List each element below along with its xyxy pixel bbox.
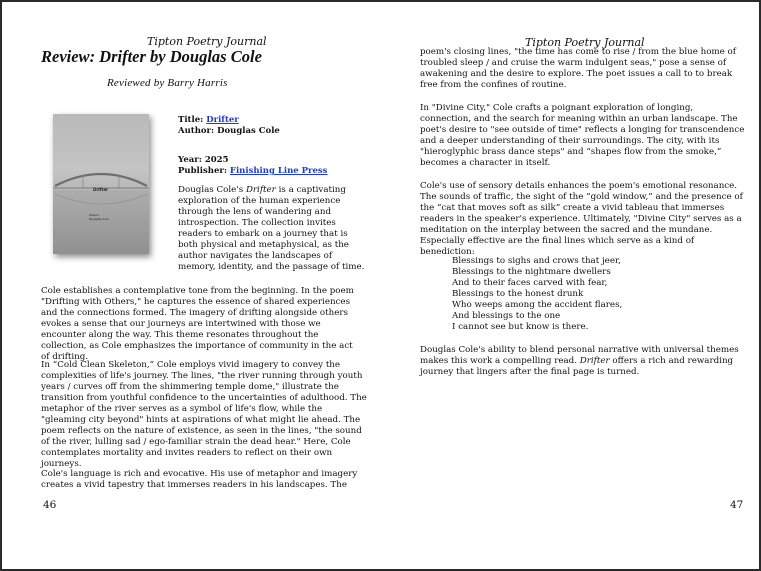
body-paragraph: In "Divine City," Cole crafts a poignant exploration of longing, connection, and the search for meaning within an urban landscape. The poet's desire to "see outside of time" reflects a longing for transcendence and a deeper understanding of their surroundings. The city, with its "hieroglyphic brass dance steps" and “shapes flow from the smoke,” becomes a character in itself. bbox=[420, 103, 745, 168]
cover-title: Drifter bbox=[93, 187, 109, 192]
book-author-line: Author: Douglas Cole bbox=[178, 126, 280, 136]
publisher-link[interactable]: Finishing Line Press bbox=[229, 166, 328, 176]
body-paragraph: Cole's language is rich and evocative. His use of metaphor and imagery creates a vivid tapestry that immerses readers in his landscapes. The bbox=[41, 469, 358, 490]
running-header: Tipton Poetry Journal bbox=[147, 35, 267, 48]
poem-line: And blessings to the one bbox=[452, 311, 561, 321]
body-paragraph: In “Cold Clean Skeleton,” Cole employs vivid imagery to convey the complexities of life's journey. The lines, "the river running through youth years / curves off from the shimmering temple dome," illustrate the transition from youthful confidence to the uncertainties of adulthood. The metaphor of the river serves as a symbol of life's flow, while the "gleaming city beyond" hints at aspirations of what might lie ahead. The poem reflects on the nature of existence, as seen in the lines, "the sound of the river, lulling sad / ego-familiar strain the dead hear." Here, Cole contemplates mortality and invites readers to reflect on their own journeys. bbox=[41, 360, 367, 469]
body-paragraph: Cole establishes a contemplative tone from the beginning. In the poem "Drifting with Others," he captures the essence of shared experiences and the connections formed. The imagery of drifting alongside others evokes a sense that our journeys are intertwined with those we encounter along the way. This theme resonates throughout the collection, as Cole emphasizes the importance of community in the act of drifting. bbox=[41, 286, 354, 362]
right-page bbox=[382, 2, 761, 569]
poem-line: And to their faces carved with fear, bbox=[452, 278, 608, 288]
poem-line: Who weeps among the accident flares, bbox=[452, 300, 623, 310]
left-page bbox=[2, 2, 382, 569]
book-title-line bbox=[178, 115, 239, 125]
poem-excerpt bbox=[452, 256, 622, 333]
book-publisher-line bbox=[178, 166, 327, 176]
page-number: 47 bbox=[730, 499, 744, 511]
poem-line: Blessings to the nightmare dwellers bbox=[452, 267, 611, 277]
book-cover-image bbox=[53, 114, 149, 254]
poem-line: Blessings to sighs and crows that jeer, bbox=[452, 256, 621, 266]
poem-line: I cannot see but know is there. bbox=[452, 322, 589, 332]
cover-author bbox=[89, 213, 119, 221]
body-paragraph: Cole's use of sensory details enhances the poem's emotional resonance. The sounds of traffic, the sight of the “gold window,” and the presence of the “cat that moves soft as silk” create a vivid tableau that immerses readers in the speaker's experience. Ultimately, "Divine City" serves as a meditation on the interplay between the sacred and the mundane. Especially effective are the final lines which serve as a kind of benediction: bbox=[420, 181, 743, 257]
cover-bridge-illustration bbox=[53, 114, 149, 254]
title-label: Title: bbox=[178, 115, 207, 125]
closing-paragraph: Douglas Cole's ability to blend personal narrative with universal themes makes this work a compelling read. Drifter offers a rich and rewarding journey that lingers after the final page is turned. bbox=[420, 345, 739, 377]
page-number: 46 bbox=[43, 499, 57, 511]
book-year-line: Year: 2025 bbox=[178, 155, 229, 165]
intro-paragraph: Douglas Cole's Drifter is a captivating exploration of the human experience through the lens of wandering and introspection. The collection invites readers to embark on a journey that is both physical and metaphysical, as the author navigates the landscapes of memory, identity, and the passage of time. bbox=[178, 185, 365, 272]
cover-subtitle: Poems bbox=[89, 213, 99, 217]
byline: Reviewed by Barry Harris bbox=[107, 77, 228, 89]
running-header: Tipton Poetry Journal bbox=[525, 36, 645, 49]
poem-line: Blessings to the honest drunk bbox=[452, 289, 584, 299]
page-title: Review: Drifter by Douglas Cole bbox=[41, 47, 262, 66]
book-title-link[interactable]: Drifter bbox=[206, 115, 239, 125]
publisher-label: Publisher: bbox=[178, 166, 230, 176]
cover-author-name: Douglas Cole bbox=[89, 217, 109, 221]
body-paragraph: poem's closing lines, "the time has come to rise / from the blue home of troubled sleep / and cruise the warm indulgent seas," pose a sense of awakening and the desire to explore. The poet issues a call to to break free from the confines of routine. bbox=[420, 47, 737, 90]
